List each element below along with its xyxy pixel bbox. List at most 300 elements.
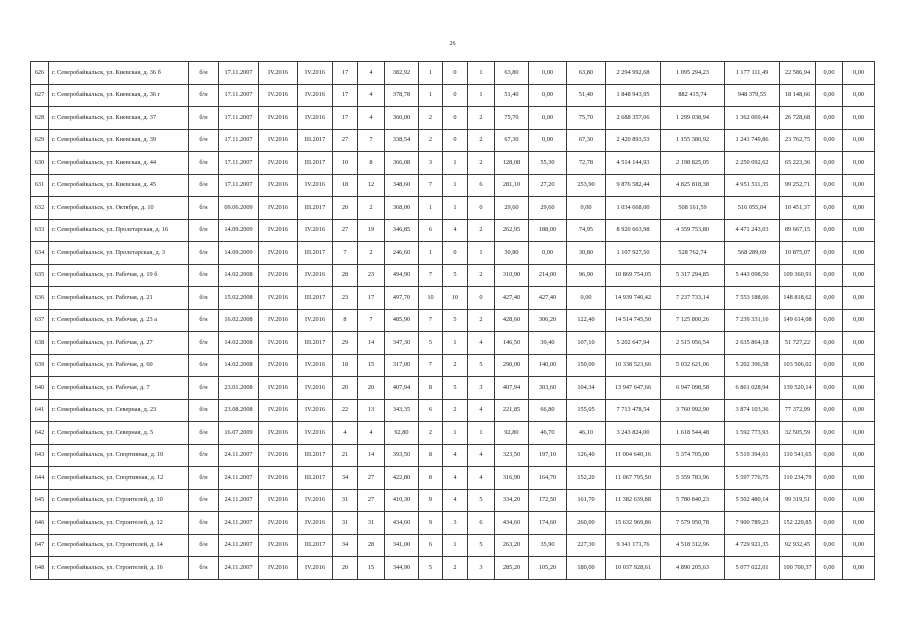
row-number-cell: 643 [31,444,49,467]
table-cell: 1 [468,242,495,265]
table-cell: 2 [358,242,385,265]
table-cell: 66,80 [529,399,567,422]
table-cell: 221,85 [495,399,529,422]
table-cell: IV.2016 [259,444,298,467]
table-row [31,174,875,197]
table-cell: 7 [419,309,443,332]
table-cell: 323,50 [495,444,529,467]
table-cell: 155,05 [567,399,606,422]
table-cell: 3 [443,512,468,535]
table-cell: 18 [333,174,358,197]
row-number-cell: 631 [31,174,49,197]
table-cell: б/н [189,62,219,85]
table-cell: IV.2016 [259,62,298,85]
table-cell: 6 [419,534,443,557]
table-cell: 5 [419,557,443,580]
table-cell: 3 760 992,90 [661,399,725,422]
table-cell: 188,00 [529,219,567,242]
table-cell: 360,00 [385,107,419,130]
table-cell: 72,78 [567,152,606,175]
table-cell: 2 [468,219,495,242]
table-cell: III.2017 [298,242,333,265]
table-cell: 89 667,15 [780,219,816,242]
address-cell: г. Северобайкальск, ул. Киевская, д. 39 [49,129,189,152]
table-cell: 0,00 [843,489,875,512]
table-cell: 29,60 [529,197,567,220]
table-cell: 10 869 754,05 [606,264,661,287]
table-cell: IV.2016 [298,264,333,287]
table-cell: IV.2016 [259,309,298,332]
table-cell: б/н [189,534,219,557]
table-cell: 0 [468,197,495,220]
table-cell: 1 [419,242,443,265]
table-cell: IV.2016 [259,467,298,490]
table-cell: 2 [468,129,495,152]
table-cell: 27 [333,219,358,242]
row-number-cell: 644 [31,467,49,490]
table-cell: 17 [333,107,358,130]
table-cell: 528 762,74 [661,242,725,265]
table-cell: 3 874 103,36 [725,399,780,422]
row-number-cell: 641 [31,399,49,422]
table-cell: 92,80 [495,422,529,445]
table-cell: 341,00 [385,534,419,557]
table-cell: 4 [358,84,385,107]
table-cell: 1 [443,332,468,355]
table-cell: 14 [358,444,385,467]
table-cell: 164,70 [529,467,567,490]
address-cell: г. Северобайкальск, ул. Строителей, д. 12 [49,512,189,535]
table-cell: 150,00 [567,354,606,377]
table-cell: 0,00 [816,377,843,400]
table-cell: 434,60 [385,512,419,535]
table-cell: III.2017 [298,287,333,310]
table-cell: 27 [333,129,358,152]
table-cell: 103 506,02 [780,354,816,377]
table-cell: 5 519 394,61 [725,444,780,467]
table-row [31,489,875,512]
table-cell: 0,00 [816,264,843,287]
row-number-cell: 645 [31,489,49,512]
table-cell: б/н [189,467,219,490]
address-cell: г. Северобайкальск, ул. Киевская, д. 37 [49,107,189,130]
table-cell: 0,00 [843,399,875,422]
table-cell: 51,40 [495,84,529,107]
table-cell: IV.2016 [259,152,298,175]
table-cell: 6 [468,174,495,197]
table-cell: 5 317 294,85 [661,264,725,287]
table-cell: 29 [333,332,358,355]
table-cell: 23.01.2008 [219,377,259,400]
table-cell: 1 618 544,48 [661,422,725,445]
table-row [31,534,875,557]
table-cell: 14.09.2009 [219,219,259,242]
table-cell: 24.11.2007 [219,444,259,467]
table-cell: 0,00 [843,377,875,400]
table-cell: 17 [358,287,385,310]
table-cell: 4 359 753,80 [661,219,725,242]
table-cell: 99 319,51 [780,489,816,512]
table-row [31,444,875,467]
table-cell: 55,30 [529,152,567,175]
table-cell: 334,20 [495,489,529,512]
table-cell: IV.2016 [298,489,333,512]
table-cell: 428,60 [495,309,529,332]
table-cell: 15 [358,354,385,377]
table-cell: 2 [468,309,495,332]
table-cell: 27,20 [529,174,567,197]
table-cell: б/н [189,84,219,107]
table-cell: 8 920 663,98 [606,219,661,242]
table-cell: 7 [419,354,443,377]
table-cell: 26 728,68 [780,107,816,130]
table-cell: 139 520,14 [780,377,816,400]
table-row [31,152,875,175]
table-cell: 29,60 [495,197,529,220]
row-number-cell: 633 [31,219,49,242]
table-cell: 9 341 171,76 [606,534,661,557]
table-cell: 14.02.2008 [219,264,259,287]
table-cell: 5 597 776,75 [725,467,780,490]
table-cell: 6 [419,399,443,422]
table-cell: 4 [443,444,468,467]
row-number-cell: 629 [31,129,49,152]
table-cell: 422,80 [385,467,419,490]
table-cell: IV.2016 [259,287,298,310]
table-cell: 508 161,59 [661,197,725,220]
table-cell: IV.2016 [259,107,298,130]
table-cell: 0,00 [843,264,875,287]
table-cell: 0,00 [816,107,843,130]
table-cell: 18 [333,354,358,377]
table-row [31,197,875,220]
table-cell: 2 198 825,05 [661,152,725,175]
table-cell: 0,00 [843,309,875,332]
table-cell: 152 229,85 [780,512,816,535]
table-cell: 0,00 [816,557,843,580]
table-cell: 5 374 705,00 [661,444,725,467]
table-cell: IV.2016 [298,219,333,242]
address-cell: г. Северобайкальск, ул. Пролетарская, д. 3 [49,242,189,265]
table-cell: 24.11.2007 [219,467,259,490]
table-cell: б/н [189,377,219,400]
table-cell: 2 [443,354,468,377]
table-cell: 0,00 [816,467,843,490]
table-cell: 1 848 943,95 [606,84,661,107]
table-cell: б/н [189,174,219,197]
table-cell: 0,00 [843,197,875,220]
table-cell: 17.11.2007 [219,62,259,85]
table-cell: 24.11.2007 [219,557,259,580]
table-cell: 1 299 038,94 [661,107,725,130]
table-cell: 13 947 647,66 [606,377,661,400]
table-cell: 13 [358,399,385,422]
table-cell: 262,95 [495,219,529,242]
table-cell: 110 234,79 [780,467,816,490]
table-row [31,309,875,332]
table-cell: 10 [419,287,443,310]
table-cell: 1 [468,422,495,445]
table-cell: 427,40 [529,287,567,310]
table-cell: 110 541,65 [780,444,816,467]
table-cell: 7 713 478,54 [606,399,661,422]
table-cell: 5 780 840,23 [661,489,725,512]
table-cell: 1 592 773,93 [725,422,780,445]
table-cell: IV.2016 [259,264,298,287]
table-cell: 7 [419,174,443,197]
table-cell: 7 237 733,14 [661,287,725,310]
table-cell: 0,00 [816,242,843,265]
address-cell: г. Северобайкальск, ул. Рабочая, д. 23 а [49,309,189,332]
table-cell: б/н [189,422,219,445]
table-cell: 8 [358,152,385,175]
table-cell: 344,90 [385,557,419,580]
row-number-cell: 646 [31,512,49,535]
table-cell: 63,80 [495,62,529,85]
table-cell: III.2017 [298,467,333,490]
table-cell: 2 [358,197,385,220]
table-cell: 5 [468,354,495,377]
table-cell: 14.09.2009 [219,242,259,265]
table-cell: 14.02.2008 [219,332,259,355]
table-cell: 122,40 [567,309,606,332]
table-cell: 568 289,69 [725,242,780,265]
table-cell: б/н [189,152,219,175]
table-cell: 75,70 [567,107,606,130]
table-cell: 2 [443,557,468,580]
table-cell: 174,60 [529,512,567,535]
table-cell: 92,80 [385,422,419,445]
table-cell: 1 [443,174,468,197]
table-cell: 4 514 144,93 [606,152,661,175]
table-cell: 21 [333,444,358,467]
table-cell: 1 362 069,44 [725,107,780,130]
table-row [31,354,875,377]
table-cell: 107,10 [567,332,606,355]
table-cell: 67,30 [495,129,529,152]
table-cell: 2 [468,107,495,130]
table-row [31,62,875,85]
table-cell: IV.2016 [259,242,298,265]
table-cell: 34 [333,467,358,490]
table-cell: IV.2016 [298,377,333,400]
table-cell: 09.06.2009 [219,197,259,220]
table-cell: 39,40 [529,332,567,355]
table-cell: 8 [419,377,443,400]
table-cell: 20 [333,197,358,220]
table-cell: 368,00 [385,197,419,220]
table-cell: 0,00 [816,287,843,310]
table-cell: 253,90 [567,174,606,197]
table-cell: 5 032 621,06 [661,354,725,377]
table-cell: IV.2016 [298,557,333,580]
table-cell: 0,00 [816,534,843,557]
table-row [31,264,875,287]
table-cell: 100 700,37 [780,557,816,580]
table-cell: 1 [443,197,468,220]
table-cell: IV.2016 [298,512,333,535]
table-cell: 4 [468,467,495,490]
table-cell: 0 [443,129,468,152]
table-cell: 10 875,07 [780,242,816,265]
table-cell: 126,40 [567,444,606,467]
table-cell: 2 688 357,06 [606,107,661,130]
table-cell: б/н [189,197,219,220]
row-number-cell: 634 [31,242,49,265]
table-cell: 0,00 [816,152,843,175]
table-cell: 16.02.2008 [219,309,259,332]
table-cell: 0,00 [816,489,843,512]
table-row [31,129,875,152]
table-cell: 197,10 [529,444,567,467]
table-cell: 0,00 [843,62,875,85]
table-cell: 378,78 [385,84,419,107]
table-cell: 882 415,74 [661,84,725,107]
table-cell: 0,00 [843,557,875,580]
row-number-cell: 648 [31,557,49,580]
table-cell: 19 [358,219,385,242]
table-cell: 0,00 [843,219,875,242]
table-cell: 434,60 [495,512,529,535]
table-cell: 260,00 [567,512,606,535]
address-cell: г. Северобайкальск, ул. Спортивная, д. 12 [49,467,189,490]
table-cell: 4 518 312,96 [661,534,725,557]
table-cell: 0 [443,242,468,265]
row-number-cell: 639 [31,354,49,377]
table-cell: 0 [443,62,468,85]
table-cell: 285,20 [495,557,529,580]
address-cell: г. Северобайкальск, ул. Строителей, д. 10 [49,489,189,512]
row-number-cell: 636 [31,287,49,310]
table-cell: 2 [468,264,495,287]
table-cell: 214,00 [529,264,567,287]
table-cell: 4 729 921,35 [725,534,780,557]
table-cell: 0,00 [843,287,875,310]
table-cell: 303,60 [529,377,567,400]
table-cell: 30,80 [567,242,606,265]
row-number-cell: 638 [31,332,49,355]
row-number-cell: 626 [31,62,49,85]
row-number-cell: 640 [31,377,49,400]
table-cell: 1 [419,84,443,107]
row-number-cell: 627 [31,84,49,107]
table-cell: 17 [333,84,358,107]
table-cell: 0,00 [843,422,875,445]
table-cell: 20 [333,557,358,580]
table-cell: 161,70 [567,489,606,512]
table-cell: IV.2016 [259,219,298,242]
address-cell: г. Северобайкальск, ул. Рабочая, д. 21 [49,287,189,310]
table-cell: 0,00 [843,512,875,535]
table-cell: б/н [189,512,219,535]
table-cell: III.2017 [298,444,333,467]
table-cell: 0,00 [816,512,843,535]
table-cell: 4 [358,62,385,85]
table-cell: IV.2016 [298,309,333,332]
row-number-cell: 635 [31,264,49,287]
table-cell: 7 553 188,66 [725,287,780,310]
address-cell: г. Северобайкальск, ул. Строителей, д. 16 [49,557,189,580]
table-cell: III.2017 [298,129,333,152]
table-cell: 128,08 [495,152,529,175]
table-cell: 4 951 511,35 [725,174,780,197]
table-cell: 5 [443,264,468,287]
row-number-cell: 647 [31,534,49,557]
table-cell: 1 [443,534,468,557]
table-cell: 34 [333,534,358,557]
table-cell: 0,00 [843,467,875,490]
table-cell: 11 382 639,88 [606,489,661,512]
table-cell: 8 [419,467,443,490]
address-cell: г. Северобайкальск, ул. Киевская, д. 44 [49,152,189,175]
address-cell: г. Северобайкальск, ул. Спортивная, д. 10 [49,444,189,467]
table-cell: 347,30 [385,332,419,355]
table-cell: 22 [333,399,358,422]
table-cell: 5 443 098,50 [725,264,780,287]
table-cell: 180,00 [567,557,606,580]
table-cell: б/н [189,129,219,152]
table-cell: б/н [189,309,219,332]
address-cell: г. Северобайкальск, ул. Северная, д. 5 [49,422,189,445]
address-cell: г. Северобайкальск, ул. Октября, д. 10 [49,197,189,220]
table-cell: 317,00 [385,354,419,377]
table-cell: III.2017 [298,197,333,220]
table-cell: 7 579 950,78 [661,512,725,535]
table-cell: 23 [333,287,358,310]
table-cell: 30,80 [495,242,529,265]
table-cell: 306,20 [529,309,567,332]
table-cell: IV.2016 [298,62,333,85]
table-cell: IV.2016 [259,129,298,152]
table-cell: 2 515 056,54 [661,332,725,355]
table-cell: 17.11.2007 [219,152,259,175]
table-row [31,287,875,310]
table-row [31,242,875,265]
table-cell: III.2017 [298,152,333,175]
table-cell: 1 034 668,00 [606,197,661,220]
table-row [31,107,875,130]
address-cell: г. Северобайкальск, ул. Рабочая, д. 19 б [49,264,189,287]
table-row [31,84,875,107]
table-row [31,219,875,242]
table-cell: 0 [443,84,468,107]
table-cell: 75,70 [495,107,529,130]
table-cell: 0,00 [816,129,843,152]
table-cell: 1 [443,152,468,175]
table-cell: 24.11.2007 [219,512,259,535]
table-cell: IV.2016 [298,399,333,422]
table-cell: 17.11.2007 [219,129,259,152]
table-cell: 31 [333,512,358,535]
table-cell: 15.02.2008 [219,287,259,310]
table-cell: 227,30 [567,534,606,557]
table-cell: 0,00 [816,444,843,467]
table-cell: 17.11.2007 [219,107,259,130]
table-cell: 1 [468,62,495,85]
table-cell: 2 [443,399,468,422]
table-cell: 65 223,36 [780,152,816,175]
table-cell: 6 947 098,58 [661,377,725,400]
table-cell: 22 586,94 [780,62,816,85]
table-cell: б/н [189,219,219,242]
table-cell: 2 635 864,18 [725,332,780,355]
table-cell: 2 420 893,53 [606,129,661,152]
table-cell: 7 [358,309,385,332]
table-cell: 140,00 [529,354,567,377]
table-cell: 1 [443,422,468,445]
table-cell: 77 372,99 [780,399,816,422]
table-cell: 14.02.2008 [219,354,259,377]
